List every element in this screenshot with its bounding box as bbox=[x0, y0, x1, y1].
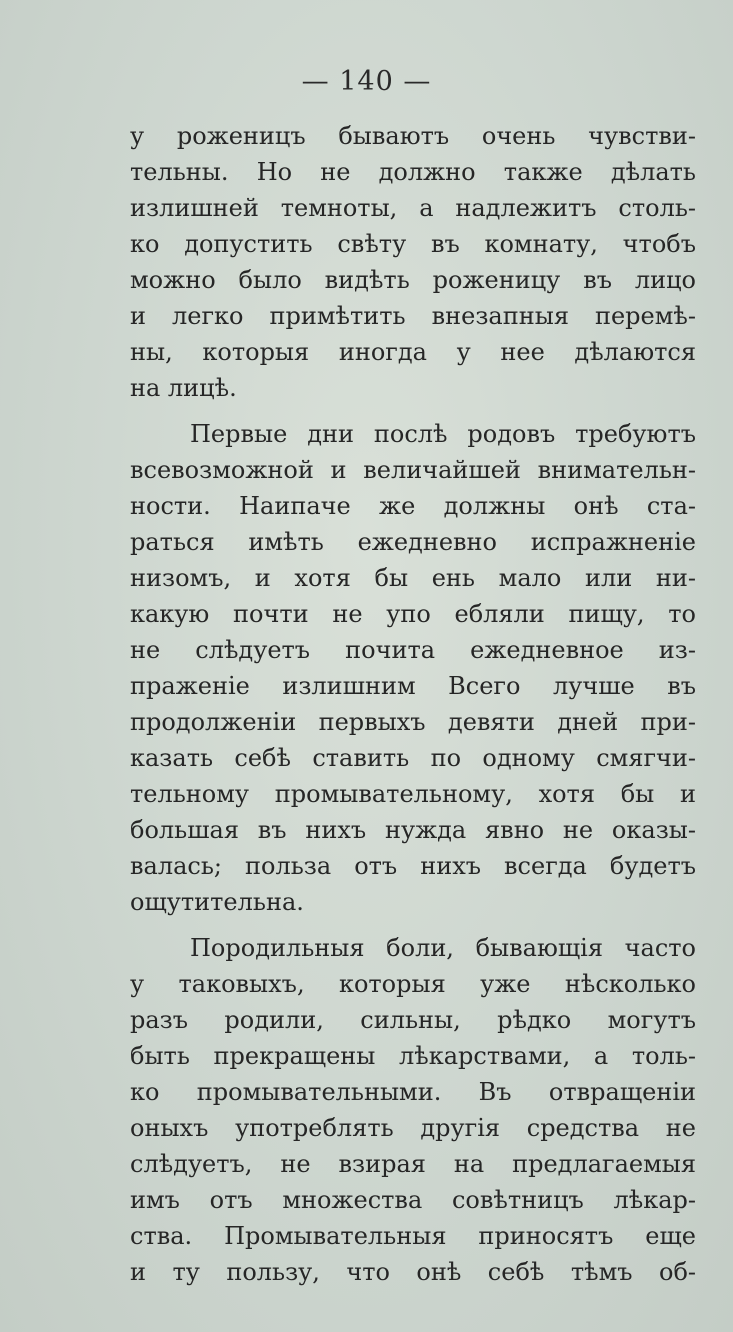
text-line: имъ отъ множества совѣтницъ лѣкар- bbox=[130, 1186, 696, 1214]
text-line: низомъ, и хотя бы ень мало или ни- bbox=[130, 564, 696, 592]
paragraph-3 bbox=[130, 930, 696, 1290]
text-line: праженіе излишним Всего лучше въ bbox=[130, 672, 696, 700]
text-line: слѣдуетъ, не взирая на предлагаемыя bbox=[130, 1150, 696, 1178]
text-line: продолженіи первыхъ девяти дней при- bbox=[130, 708, 696, 736]
text-line: и легко примѣтить внезапныя перемѣ- bbox=[130, 302, 696, 330]
text-line: казать себѣ ставить по одному смягчи- bbox=[130, 744, 696, 772]
text-line: быть прекращены лѣкарствами, а толь- bbox=[130, 1042, 696, 1070]
text-line: не слѣдуетъ почита ежедневное из- bbox=[130, 636, 696, 664]
text-line: Породильныя боли, бывающія часто bbox=[190, 934, 696, 962]
text-line: ко промывательными. Въ отвращеніи bbox=[130, 1078, 696, 1106]
text-line: всевозможной и величайшей внимательн- bbox=[130, 456, 696, 484]
text-line: тельному промывательному, хотя бы и bbox=[130, 780, 696, 808]
paragraph-2 bbox=[130, 416, 696, 920]
text-line: ощутительна. bbox=[130, 888, 304, 916]
text-line: ны, которыя иногда у нее дѣлаются bbox=[130, 338, 696, 366]
text-line: какую почти не упо ебляли пищу, то bbox=[130, 600, 696, 628]
text-line: оныхъ употреблять другія средства не bbox=[130, 1114, 696, 1142]
text-line: ства. Промывательныя приносятъ еще bbox=[130, 1222, 696, 1250]
text-line: Первые дни послѣ родовъ требуютъ bbox=[190, 420, 696, 448]
text-line: ности. Наипаче же должны онѣ ста- bbox=[130, 492, 696, 520]
page-number: — 140 — bbox=[301, 66, 432, 97]
paragraph-1 bbox=[130, 118, 696, 406]
text-line: тельны. Но не должно также дѣлать bbox=[130, 158, 696, 186]
text-line: у роженицъ бываютъ очень чувстви- bbox=[130, 122, 696, 150]
body-text bbox=[130, 118, 696, 1300]
text-line: ко допустить свѣту въ комнату, чтобъ bbox=[130, 230, 696, 258]
text-line: валась; польза отъ нихъ всегда будетъ bbox=[130, 852, 696, 880]
text-line: у таковыхъ, которыя уже нѣсколько bbox=[130, 970, 696, 998]
text-line: и ту пользу, что онѣ себѣ тѣмъ об- bbox=[130, 1258, 696, 1286]
text-line: разъ родили, сильны, рѣдко могутъ bbox=[130, 1006, 696, 1034]
text-line: излишней темноты, а надлежитъ столь- bbox=[130, 194, 696, 222]
text-line: раться имѣть ежедневно испражненіе bbox=[130, 528, 696, 556]
text-line: на лицѣ. bbox=[130, 374, 237, 402]
text-line: можно было видѣть роженицу въ лицо bbox=[130, 266, 696, 294]
text-line: большая въ нихъ нужда явно не оказы- bbox=[130, 816, 696, 844]
